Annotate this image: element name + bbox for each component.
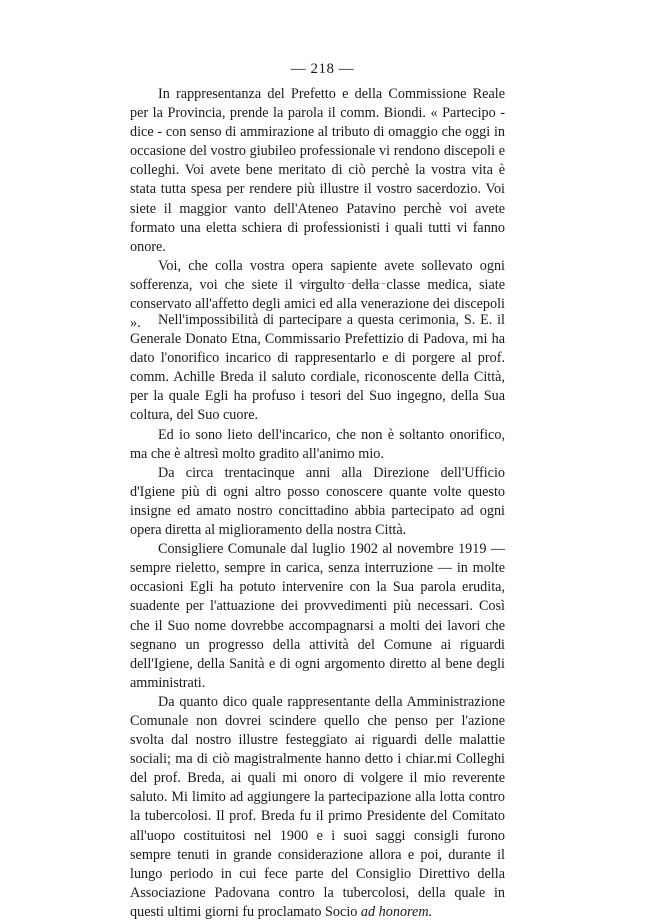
paragraph: In rappresentanza del Prefetto e della Commissione Reale per la Provincia, prende la parola il comm. Biondi. « Partecipo - dice - con senso di ammirazione al tributo di omaggio che oggi in occasione del vostro giubileo professionale vi rendono discepoli e colleghi. Voi avete bene meritato di ciò perchè la vostra vita è stata tutta spesa per rendere più illustre il vostro sacerdozio. Voi siete il maggior vanto dell'Ateneo Patavino perchè voi avete formato una eletta schiera di professionisti i quali tutti vi fanno onore. xyxy=(130,86,505,255)
paragraph-text: Da quanto dico quale rappresentante della Amministrazione Comunale non dovrei scindere quello che penso per l'azione svolta dal nostro illustre festeggiato ai riguardi delle malattie sociali; ma di ciò magistralmente hanno detto i chiar.mi Colleghi del prof. Breda, ai quali mi onoro di volgere il mio reverente saluto. Mi limito ad aggiungere la partecipazione alla lotta contro la tubercolosi. Il prof. Breda fu il primo Presidente del Comitato all'uopo costituitosi nel 1900 e i suoi saggi consigli furono sempre tenuti in grande considerazione allora e poi, durante il lungo periodo in cui fece parte del Consiglio Direttivo della Associazione Padovana contro la tubercolosi, della quale in questi ultimi giorni fu proclamato Socio xyxy=(130,693,505,920)
paragraph: Ed io sono lieto dell'incarico, che non è soltanto onorifico, ma che è altresì molto gradito all'animo mio. xyxy=(130,426,505,462)
section-divider xyxy=(299,283,385,284)
paragraph: Nell'impossibilità di partecipare a questa cerimonia, S. E. il Generale Donato Etna, Commissario Prefettizio di Padova, mi ha dato l'onorifico incarico di rappresentarlo e di porgere al prof. comm. Achille Breda il saluto cordiale, riconoscente della Città, per la quale Egli ha profuso i tesori del Suo ingegno, della Sua coltura, del Suo cuore. xyxy=(130,312,505,424)
paragraph: Consigliere Comunale dal luglio 1902 al novembre 1919 — sempre rieletto, sempre in carica, senza interruzione — in molte occasioni Egli ha potuto intervenire con la Sua parola erudita, suadente per l'attuazione dei provvedimenti più necessari. Così che il Suo nome dovrebbe accompagnarsi a molti dei lavori che segnano un progresso della attività del Comune ai riguardi dell'Igiene, della Sanità e di ogni argomento diretto al bene degli amministrati. xyxy=(130,541,505,691)
closing-italic: ad honorem. xyxy=(360,903,433,920)
paragraph-last xyxy=(130,693,505,922)
page-number: — 218 — xyxy=(290,61,355,77)
paragraph: Da circa trentacinque anni alla Direzione dell'Ufficio d'Igiene più di ogni altro posso conoscere quante volte questo insigne ed amato nostro concittadino abbia partecipato ad ogni opera diretta al miglioramento della nostra Città. xyxy=(130,464,505,539)
section-commissario-speech xyxy=(130,311,505,922)
paragraph: Voi, che colla vostra opera sapiente avete sollevato ogni sofferenza, voi che siete il virgulto della classe medica, siate conservato all'affetto degli amici ed alla venerazione dei discepoli ». xyxy=(130,257,505,332)
section-prefetto-speech xyxy=(130,85,505,333)
